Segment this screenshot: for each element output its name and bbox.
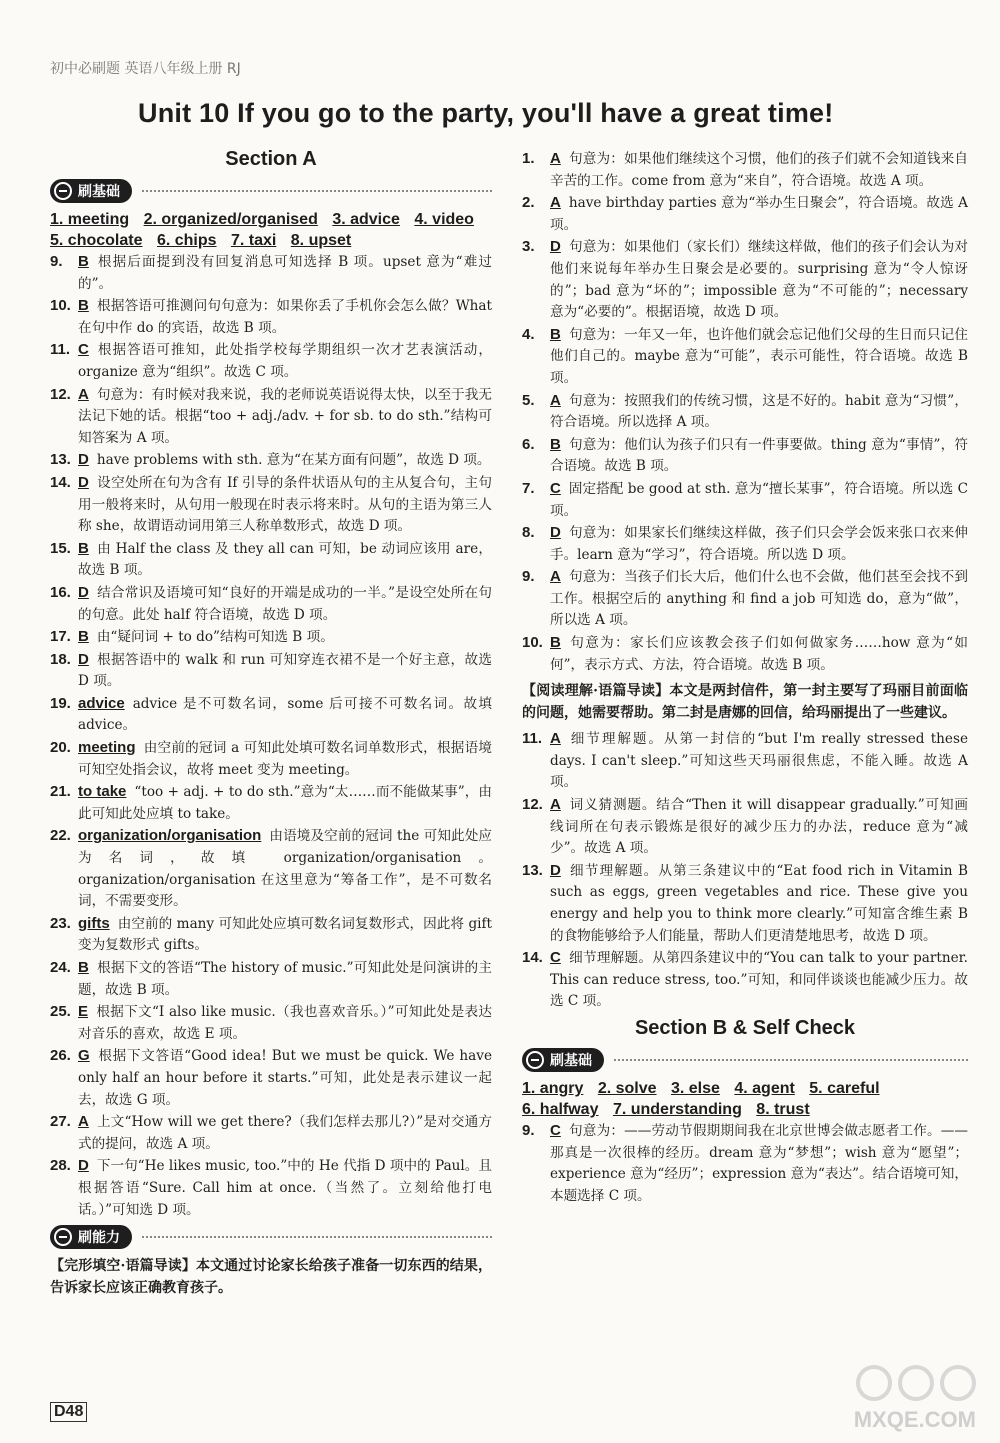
- vocab-line-1: [50, 209, 492, 230]
- ability-badge: [50, 1225, 132, 1249]
- answer-item: [50, 1001, 492, 1045]
- item-answer: B: [78, 297, 89, 315]
- answer-item: [50, 472, 492, 538]
- item-answer: A: [78, 385, 89, 403]
- answer-item: [50, 957, 492, 1001]
- item-answer: C: [550, 1121, 561, 1139]
- answer-item: [50, 825, 492, 912]
- vocab-word: 2. solve: [597, 1079, 657, 1097]
- answer-item: [50, 781, 492, 825]
- basic-badge-row: [50, 177, 492, 205]
- answer-item: [522, 794, 968, 860]
- item-body: [550, 947, 968, 1013]
- item-explanation: 句意为：如果他们继续这个习惯，他们的孩子们就不会知道钱来自辛苦的工作。come from 意为“来自”，符合语境。故选 A 项。: [550, 151, 968, 189]
- item-body: [78, 649, 492, 693]
- item-number: 3.: [522, 238, 535, 256]
- item-answer: G: [78, 1047, 90, 1065]
- item-number: 4.: [522, 325, 535, 343]
- item-explanation: 由空前的冠词 a 可知此处填可数名词单数形式，根据语境可知空处指会议，故将 meet 变为 meeting。: [78, 740, 492, 778]
- answer-item: [50, 384, 492, 450]
- answer-item: [522, 522, 968, 566]
- item-body: [78, 693, 492, 737]
- answer-item: [50, 449, 492, 472]
- item-answer: D: [78, 583, 89, 601]
- answer-item: [50, 649, 492, 693]
- vocab-word: 5. careful: [809, 1079, 880, 1097]
- answer-item: [522, 478, 968, 522]
- item-body: [550, 192, 968, 236]
- item-body: [550, 794, 968, 860]
- item-body: [78, 913, 492, 957]
- basic-badge: [50, 179, 132, 203]
- vocab-word: 2. organized/organised: [143, 211, 318, 228]
- item-body: [550, 148, 968, 192]
- dotted-divider: [142, 190, 492, 192]
- item-explanation: 句意为：他们认为孩子们只有一件事要做。thing 意为“事情”，符合语境。故选 B 项。: [550, 436, 968, 475]
- item-answer: A: [550, 194, 561, 212]
- item-answer: D: [78, 650, 89, 668]
- item-answer: A: [550, 796, 561, 814]
- basic-badge-row-b: [522, 1046, 968, 1074]
- item-explanation: 由语境及空前的冠词 the 可知此处应为名词，故填 organization/organisation。organization/organisation 在这里意为“筹备工作”，是不可数名词，不需要变形。: [78, 828, 492, 910]
- item-answer: D: [550, 524, 561, 542]
- item-number: 10.: [50, 297, 71, 315]
- item-body: [78, 384, 492, 450]
- answer-item: [522, 860, 968, 947]
- item-answer: D: [78, 451, 89, 469]
- answer-item: [522, 236, 968, 323]
- item-body: [78, 957, 492, 1001]
- item-explanation: 由空前的 many 可知此处应填可数名词复数形式，因此将 gift 变为复数形式 gifts。: [78, 915, 492, 954]
- item-number: 11.: [50, 341, 71, 359]
- item-number: 11.: [522, 730, 543, 748]
- item-answer: A: [550, 568, 561, 586]
- item-explanation: 句意为：如果家长们继续这样做，孩子们只会学会饭来张口衣来伸手。learn 意为“学习”，符合语境。所以选 D 项。: [550, 525, 968, 563]
- vocab-word: 4. agent: [734, 1079, 795, 1097]
- item-explanation: 根据下文的答语“The history of music.”可知此处是问演讲的主题，故选 B 项。: [78, 960, 492, 998]
- item-answer: organization/organisation: [78, 827, 262, 845]
- item-answer: B: [550, 435, 561, 453]
- item-number: 21.: [50, 783, 71, 801]
- item-body: [78, 1111, 492, 1155]
- item-answer: advice: [78, 694, 125, 712]
- item-answer: D: [550, 861, 561, 879]
- item-number: 13.: [522, 861, 543, 879]
- reading-guide: 【阅读理解·语篇导读】本文是两封信件，第一封主要写了玛丽目前面临的问题，她需要帮助。第二封是唐娜的回信，给玛丽提出了一些建议。: [522, 683, 968, 722]
- vocab-word: 5. chocolate: [50, 232, 143, 249]
- item-number: 18.: [50, 650, 71, 668]
- item-number: 17.: [50, 628, 71, 646]
- vocab-word: 3. advice: [332, 211, 400, 228]
- watermark-circle-icon: [856, 1365, 892, 1401]
- item-answer: to take: [78, 783, 127, 801]
- answer-item: [50, 737, 492, 781]
- item-number: 7.: [522, 479, 535, 497]
- answer-item: [522, 632, 968, 676]
- item-answer: B: [78, 628, 89, 646]
- item-body: [78, 781, 492, 825]
- item-body: [550, 236, 968, 323]
- item-explanation: 句意为：有时候对我来说，我的老师说英语说得太快，以至于我无法记下她的话。根据“too + adj./adv. + for sb. to do sth.”结构可知答案为 A 项。: [78, 386, 492, 446]
- item-body: [78, 825, 492, 912]
- item-answer: A: [550, 391, 561, 409]
- item-answer: C: [550, 949, 561, 967]
- item-answer: A: [550, 150, 561, 167]
- answer-item: [522, 192, 968, 236]
- item-number: 2.: [522, 194, 535, 212]
- answer-item: [50, 582, 492, 626]
- item-explanation: 细节理解题。从第一封信的“but I'm really stressed these days. I can't sleep.”可知这些天玛丽很焦虑，不能入睡。故选 A 项。: [550, 731, 968, 791]
- vocab-word: 1. angry: [522, 1079, 584, 1097]
- answer-item: [50, 339, 492, 383]
- item-explanation: 句意为：——劳动节假期期间我在北京世博会做志愿者工作。——那真是一次很棒的经历。dream 意为“梦想”；wish 意为“愿望”；experience 意为“经历”；expression 意为“表达”。结合语境可知，本题选择 C 项。: [550, 1122, 968, 1204]
- vocab-word: 8. upset: [290, 232, 352, 249]
- item-number: 5.: [522, 391, 535, 409]
- item-answer: C: [78, 341, 89, 359]
- item-explanation: 固定搭配 be good at sth. 意为“擅长某事”，符合语境。所以选 C 项。: [550, 480, 968, 519]
- item-number: 14.: [522, 949, 543, 967]
- item-number: 9.: [522, 1121, 535, 1139]
- answer-item: [522, 390, 968, 434]
- basic-badge-label: 刷基础: [78, 184, 120, 200]
- brush-icon: [54, 1228, 72, 1246]
- item-answer: B: [550, 634, 561, 652]
- item-explanation: advice 是不可数名词，some 后可接不可数名词。故填 advice。: [78, 695, 492, 734]
- answer-item: [50, 538, 492, 582]
- item-number: 23.: [50, 914, 71, 932]
- item-explanation: have problems with sth. 意为“在某方面有问题”，故选 D 项。: [96, 452, 491, 469]
- watermark-circle-icon: [898, 1365, 934, 1401]
- vocab-word: 3. else: [670, 1079, 720, 1097]
- item-explanation: 下一句“He likes music, too.”中的 He 代指 D 项中的 Paul。且根据答语“Sure. Call him at once.（当然了。立刻给他打电话。）”可知选 D 项。: [78, 1158, 492, 1218]
- vocab-word: 8. trust: [756, 1100, 810, 1118]
- item-body: [78, 582, 492, 626]
- page-number: D48: [50, 1402, 87, 1422]
- item-body: [550, 632, 968, 676]
- item-number: 10.: [522, 634, 543, 652]
- item-explanation: 细节理解题。从第三条建议中的“Eat food rich in Vitamin B such as eggs, green vegetables and rice. These give you energy and help you to think more clearly.”可知富含维生素 B 的食物能够给予人们能量，帮助人们更清楚地思考，故选 D 项。: [550, 862, 968, 944]
- left-column: [50, 148, 492, 1303]
- item-explanation: 句意为：一年又一年，也许他们就会忘记他们父母的生日而只记住他们自己的。maybe 意为“可能”，表示可能性，符合语境。故选 B 项。: [550, 326, 968, 386]
- item-body: [550, 566, 968, 632]
- item-explanation: 句意为：家长们应该教会孩子们如何做家务……how 意为“如何”，表示方式、方法，符合语境。故选 B 项。: [550, 635, 968, 673]
- item-number: 20.: [50, 739, 71, 757]
- item-explanation: 根据下文答语“Good idea! But we must be quick. We have only half an hour before it starts.”可知，此处是表示建议一起去，故选 G 项。: [78, 1048, 492, 1108]
- item-body: [550, 1120, 968, 1207]
- item-body: [550, 390, 968, 434]
- answer-item: [522, 148, 968, 192]
- item-answer: B: [78, 959, 89, 976]
- item-answer: meeting: [78, 739, 136, 757]
- dotted-divider: [614, 1059, 968, 1061]
- item-body: [550, 522, 968, 566]
- item-answer: B: [78, 539, 89, 557]
- item-body: [78, 1045, 492, 1111]
- item-number: 22.: [50, 827, 71, 845]
- item-number: 12.: [50, 385, 71, 403]
- answer-item: [50, 913, 492, 957]
- item-explanation: have birthday parties 意为“举办生日聚会”，符合语境。故选 A 项。: [550, 195, 968, 233]
- item-answer: E: [78, 1003, 89, 1021]
- item-body: [550, 478, 968, 522]
- item-body: [78, 295, 492, 339]
- basic-badge-b: [522, 1048, 604, 1072]
- section-b-answer-list: [522, 1120, 968, 1207]
- item-number: 9.: [522, 568, 535, 586]
- answer-item: [50, 626, 492, 649]
- answer-item: [522, 1120, 968, 1207]
- item-number: 8.: [522, 524, 535, 542]
- item-answer: D: [78, 473, 89, 491]
- answer-item: [522, 728, 968, 794]
- ability-badge-row: [50, 1223, 492, 1251]
- item-explanation: 根据后面提到没有回复消息可知选择 B 项。upset 意为“难过的”。: [78, 254, 492, 292]
- item-body: [78, 737, 492, 781]
- ability-badge-label: 刷能力: [78, 1230, 120, 1247]
- item-number: 9.: [50, 253, 63, 270]
- item-number: 12.: [522, 796, 543, 814]
- left-answer-list: [50, 251, 492, 1221]
- item-explanation: 根据答语中的 walk 和 run 可知穿连衣裙不是一个好主意，故选 D 项。: [78, 651, 492, 690]
- vocab-word: 7. understanding: [612, 1100, 742, 1118]
- item-body: [550, 728, 968, 794]
- vocab-line-2: [50, 230, 492, 251]
- brush-icon: [54, 182, 72, 200]
- item-explanation: 句意为：按照我们的传统习惯，这是不好的。habit 意为“习惯”，符合语境。所以选择 A 项。: [550, 392, 968, 431]
- basic-badge-b-label: 刷基础: [550, 1052, 592, 1069]
- section-b-title: Section B & Self Check: [634, 1016, 856, 1039]
- item-explanation: 上文“How will we get there?（我们怎样去那儿?）”是对交通方式的提问，故选 A 项。: [78, 1114, 492, 1152]
- item-body: [550, 324, 968, 390]
- item-explanation: 词义猜测题。结合“Then it will disappear gradually.”可知画线词所在句表示锻炼是很好的减少压力的办法，reduce 意为“减少”。故选 A 项。: [550, 797, 968, 857]
- answer-item: [50, 251, 492, 295]
- item-explanation: 根据答语可推知，此处指学校每学期组织一次才艺表演活动，organize 意为“组织”。故选 C 项。: [78, 342, 492, 380]
- vocab-word: 7. taxi: [230, 232, 277, 249]
- item-explanation: 由 Half the class 及 they all can 可知，be 动词应该用 are，故选 B 项。: [78, 540, 492, 579]
- right-column: [522, 148, 968, 1207]
- running-header: 初中必刷题 英语八年级上册 RJ: [50, 61, 241, 77]
- brush-icon: [526, 1051, 544, 1069]
- dotted-divider: [142, 1236, 492, 1238]
- item-answer: B: [78, 253, 89, 270]
- item-number: 26.: [50, 1047, 71, 1065]
- item-number: 27.: [50, 1113, 71, 1131]
- cloze-guide: 【完形填空·语篇导读】本文通过讨论家长给孩子准备一切东西的结果，告诉家长应该正确教育孩子。: [50, 1258, 492, 1297]
- item-body: [550, 860, 968, 947]
- watermark-circle-icon: [940, 1365, 976, 1401]
- watermark-text: MXQE.COM: [853, 1407, 976, 1432]
- item-explanation: 由“疑问词 + to do”结构可知选 B 项。: [96, 629, 334, 646]
- item-body: [78, 339, 492, 383]
- answer-item: [522, 566, 968, 632]
- item-body: [78, 538, 492, 582]
- item-body: [78, 449, 492, 472]
- vocab-line-b1: [522, 1078, 968, 1099]
- answer-item: [50, 1111, 492, 1155]
- item-answer: D: [550, 238, 561, 256]
- item-body: [78, 626, 492, 649]
- answer-item: [50, 295, 492, 339]
- item-explanation: 设空处所在句为含有 If 引导的条件状语从句的主从复合句，主句用一般将来时，从句用一般现在时表示将来时。从句的主语为第三人称 she，故谓语动词用第三人称单数形式，故选 D 项。: [78, 474, 492, 535]
- answer-item: [50, 693, 492, 737]
- item-body: [78, 1155, 492, 1221]
- item-explanation: 结合常识及语境可知“良好的开端是成功的一半。”是设空处所在句的句意。此处 half 符合语境，故选 D 项。: [78, 584, 492, 623]
- item-body: [550, 434, 968, 478]
- item-answer: C: [550, 479, 561, 497]
- answer-item: [50, 1155, 492, 1221]
- vocab-word: 4. video: [414, 211, 474, 228]
- answer-item: [522, 324, 968, 390]
- item-number: 28.: [50, 1157, 71, 1175]
- item-explanation: 句意为：如果他们（家长们）继续这样做，他们的孩子们会认为对他们来说每年举办生日聚会是必要的。surprising 意为“令人惊讶的”；bad 意为“坏的”；impossible 意为“不可能的”；necessary 意为“必要的”。根据语境，故选 D 项。: [550, 239, 968, 321]
- vocab-word: 6. chips: [156, 232, 217, 249]
- vocab-line-b2: [522, 1099, 968, 1120]
- item-answer: A: [78, 1113, 89, 1131]
- item-number: 15.: [50, 539, 71, 557]
- item-body: [78, 251, 492, 295]
- item-explanation: 根据答语可推测问句句意为：如果你丢了手机你会怎么做？What 在句中作 do 的宾语，故选 B 项。: [78, 298, 492, 336]
- item-number: 6.: [522, 435, 535, 453]
- answer-item: [50, 1045, 492, 1111]
- item-body: [78, 1001, 492, 1045]
- unit-title: Unit 10 If you go to the party, you'll have a great time!: [138, 98, 834, 128]
- item-explanation: 细节理解题。从第四条建议中的“You can talk to your partner. This can reduce stress, too.”可知，和同伴谈谈也能减少压力。故选 C 项。: [550, 950, 968, 1010]
- watermark-logo: [796, 1365, 976, 1437]
- item-body: [78, 472, 492, 538]
- item-explanation: “too + adj. + to do sth.”意为“太……而不能做某事”，由此可知此处应填 to take。: [78, 784, 492, 822]
- answer-item: [522, 434, 968, 478]
- item-answer: A: [550, 730, 561, 748]
- item-number: 13.: [50, 451, 71, 469]
- answer-item: [522, 947, 968, 1013]
- vocab-word: 6. halfway: [522, 1100, 599, 1118]
- section-a-title: Section A: [225, 148, 317, 170]
- item-number: 19.: [50, 694, 71, 712]
- item-answer: D: [78, 1157, 89, 1175]
- item-answer: B: [550, 325, 561, 343]
- right-answer-list: [522, 148, 968, 676]
- item-number: 1.: [522, 150, 535, 167]
- reading-answer-list: [522, 728, 968, 1013]
- vocab-word: 1. meeting: [50, 211, 130, 228]
- item-number: 14.: [50, 473, 71, 491]
- item-number: 24.: [50, 959, 71, 976]
- item-number: 25.: [50, 1003, 71, 1021]
- item-explanation: 句意为：当孩子们长大后，他们什么也不会做，他们甚至会找不到工作。根据空后的 anything 和 find a job 可知选 do，意为“做”，所以选 A 项。: [550, 569, 968, 629]
- item-explanation: 根据下文“I also like music.（我也喜欢音乐。）”可知此处是表达对音乐的喜欢，故选 E 项。: [78, 1004, 492, 1042]
- item-answer: gifts: [78, 914, 110, 932]
- item-number: 16.: [50, 583, 71, 601]
